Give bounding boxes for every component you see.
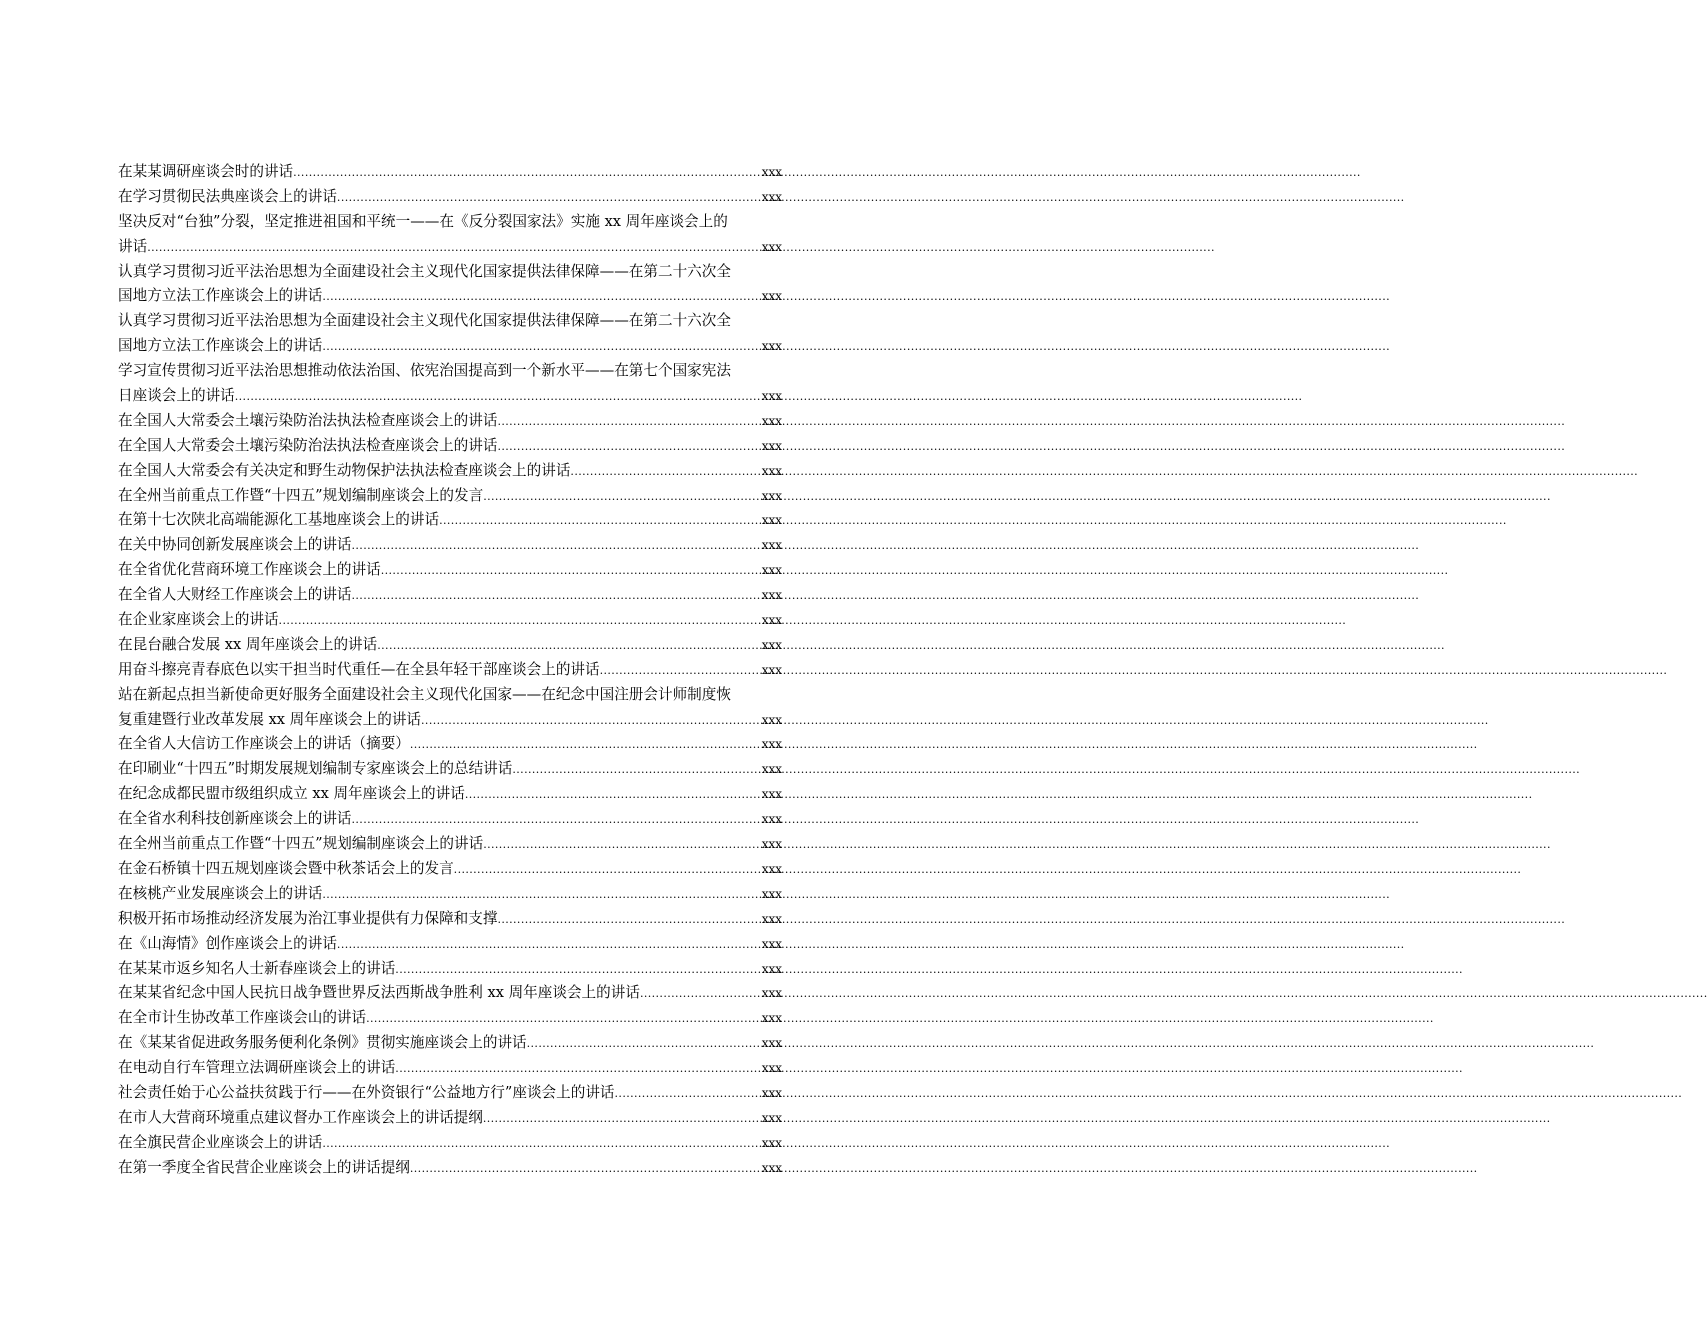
toc-entry-title: 在《山海情》创作座谈会上的讲话	[118, 934, 337, 952]
toc-entry-title: 在全旗民营企业座谈会上的讲话	[118, 1133, 323, 1151]
toc-entry-title: 在第十七次陕北高端能源化工基地座谈会上的讲话	[118, 511, 440, 529]
dot-leader	[640, 982, 761, 1007]
toc-entry[interactable]	[118, 907, 782, 932]
dot-leader	[483, 1107, 761, 1132]
toc-entry[interactable]	[118, 359, 782, 409]
toc-entry-title: 在第一季度全省民营企业座谈会上的讲话提纲	[118, 1158, 410, 1176]
toc-entry-title: 在某某调研座谈会时的讲话	[118, 163, 294, 180]
toc-entry[interactable]	[118, 160, 782, 185]
toc-entry[interactable]	[118, 210, 782, 260]
toc-entry[interactable]	[118, 683, 782, 733]
dot-leader	[483, 833, 761, 858]
toc-entry-page-number: xxx	[761, 662, 782, 677]
toc-entry-title: 在全国人大常委会土壤污染防治法执法检查座谈会上的讲话	[118, 411, 498, 429]
dot-leader	[337, 186, 761, 211]
toc-entry-title: 在企业家座谈会上的讲话	[118, 611, 279, 629]
toc-entry[interactable]	[118, 608, 782, 633]
dot-leader	[322, 335, 760, 360]
toc-entry[interactable]	[118, 309, 782, 359]
toc-entry-title: 用奋斗擦亮青春底色以实干担当时代重任—在全县年轻干部座谈会上的讲话	[118, 660, 600, 678]
toc-entry-title: 在全省人大信访工作座谈会上的讲话（摘要）	[118, 735, 410, 753]
toc-entry-title: 复重建暨行业改革发展 xx 周年座谈会上的讲话	[118, 710, 422, 728]
toc-entry-title: 讲话	[118, 237, 148, 255]
dot-leader	[615, 1082, 761, 1107]
toc-entry-page-number: xxx	[761, 165, 782, 179]
toc-entry-page-number: xxx	[761, 737, 782, 752]
toc-entry[interactable]	[118, 508, 782, 533]
toc-entry-page-number: xxx	[761, 861, 782, 876]
toc-entry-title: 日座谈会上的讲话	[118, 387, 235, 405]
toc-entry[interactable]	[118, 459, 782, 484]
toc-entry[interactable]	[118, 957, 782, 982]
toc-entry-title: 在纪念成都民盟市级组织成立 xx 周年座谈会上的讲话	[118, 785, 465, 803]
toc-entry-title: 在电动自行车管理立法调研座谈会上的讲话	[118, 1059, 396, 1077]
table-of-contents	[118, 160, 782, 1181]
toc-entry-title: 在金石桥镇十四五规划座谈会暨中秋茶话会上的发言	[118, 859, 454, 877]
toc-entry-page-number: xxx	[761, 438, 782, 453]
toc-entry-title: 在全国人大常委会有关决定和野生动物保护法执法检查座谈会上的讲话	[118, 461, 571, 479]
toc-entry[interactable]	[118, 732, 782, 757]
dot-leader	[322, 1132, 760, 1157]
toc-entry-title: 在全国人大常委会土壤污染防治法执法检查座谈会上的讲话	[118, 436, 498, 454]
dot-leader	[454, 858, 761, 883]
dot-leader	[570, 460, 760, 485]
toc-entry-page-number: xxx	[761, 637, 782, 652]
toc-entry-title: 在全州当前重点工作暨“十四五”规划编制座谈会上的讲话	[118, 835, 484, 853]
dot-leader	[322, 883, 760, 908]
toc-entry-page-number: xxx	[761, 1011, 782, 1026]
dot-leader	[527, 1032, 761, 1057]
toc-entry-page-number: xxx	[761, 812, 782, 827]
toc-entry[interactable]	[118, 1056, 782, 1081]
toc-entry-title: 在全省优化营商环境工作座谈会上的讲话	[118, 561, 381, 579]
toc-entry[interactable]	[118, 558, 782, 583]
dot-leader	[293, 161, 761, 186]
toc-entry[interactable]	[118, 583, 782, 608]
toc-entry-page-number: xxx	[761, 961, 782, 976]
toc-entry-title: 在某某市返乡知名人士新春座谈会上的讲话	[118, 959, 396, 977]
toc-entry-page-number: xxx	[761, 886, 782, 901]
toc-entry[interactable]	[118, 434, 782, 459]
toc-entry-title: 在市人大营商环境重点建议督办工作座谈会上的讲话提纲	[118, 1108, 483, 1126]
toc-entry-title: 在全省水利科技创新座谈会上的讲话	[118, 810, 352, 828]
dot-leader	[352, 534, 761, 559]
toc-entry-title: 在全州当前重点工作暨“十四五”规划编制座谈会上的发言	[118, 486, 484, 504]
dot-leader	[421, 709, 761, 734]
toc-entry-page-number: xxx	[761, 911, 782, 926]
toc-entry-title: 在关中协同创新发展座谈会上的讲话	[118, 536, 352, 554]
toc-entry[interactable]	[118, 409, 782, 434]
dot-leader	[497, 410, 760, 435]
toc-entry[interactable]	[118, 1031, 782, 1056]
toc-entry[interactable]	[118, 1081, 782, 1106]
toc-entry[interactable]	[118, 882, 782, 907]
toc-entry[interactable]	[118, 981, 782, 1006]
toc-entry-page-number: xxx	[761, 613, 782, 628]
dot-leader	[512, 758, 760, 783]
toc-entry-page-number: xxx	[761, 712, 782, 727]
toc-entry-page-number: xxx	[761, 389, 782, 404]
toc-entry[interactable]	[118, 1106, 782, 1131]
toc-entry-title: 国地方立法工作座谈会上的讲话	[118, 287, 323, 305]
toc-entry-title-line1: 学习宣传贯彻习近平法治思想推动依法治国、依宪治国提高到一个新水平——在第七个国家宪法	[118, 362, 731, 380]
toc-entry-page-number: xxx	[761, 837, 782, 852]
toc-entry-page-number: xxx	[761, 513, 782, 528]
toc-entry-title: 积极开拓市场推动经济发展为治江事业提供有力保障和支撑	[118, 909, 498, 927]
toc-entry-title: 在某某省纪念中国人民抗日战争暨世界反法西斯战争胜利 xx 周年座谈会上的讲话	[118, 984, 640, 1002]
dot-leader	[395, 1057, 760, 1082]
toc-entry[interactable]	[118, 260, 782, 310]
toc-entry-page-number: xxx	[761, 588, 782, 603]
toc-entry-title: 在昆台融合发展 xx 周年座谈会上的讲话	[118, 635, 378, 653]
dot-leader	[377, 634, 760, 659]
toc-entry-title: 国地方立法工作座谈会上的讲话	[118, 337, 323, 355]
toc-entry[interactable]	[118, 782, 782, 807]
toc-entry-page-number: xxx	[761, 463, 782, 478]
toc-entry-page-number: xxx	[761, 289, 782, 304]
toc-entry[interactable]	[118, 633, 782, 658]
toc-entry-page-number: xxx	[761, 787, 782, 802]
toc-entry-title: 在核桃产业发展座谈会上的讲话	[118, 884, 323, 902]
toc-entry[interactable]	[118, 932, 782, 957]
toc-entry[interactable]	[118, 1156, 782, 1181]
toc-entry-title: 在全市计生协改革工作座谈会山的讲话	[118, 1009, 367, 1027]
toc-entry[interactable]	[118, 484, 782, 509]
dot-leader	[337, 933, 761, 958]
toc-entry-page-number: xxx	[761, 189, 782, 204]
toc-entry-page-number: xxx	[761, 1110, 782, 1125]
dot-leader	[395, 958, 760, 983]
toc-entry-page-number: xxx	[761, 563, 782, 578]
toc-entry[interactable]	[118, 1131, 782, 1156]
toc-entry[interactable]	[118, 857, 782, 882]
toc-entry[interactable]	[118, 807, 782, 832]
toc-entry-page-number: xxx	[761, 1085, 782, 1100]
dot-leader	[366, 1007, 761, 1032]
dot-leader	[381, 559, 761, 584]
dot-leader	[600, 659, 761, 684]
dot-leader	[465, 783, 761, 808]
toc-entry-page-number: xxx	[761, 239, 782, 254]
toc-entry-title: 在《某某省促进政务服务便利化条例》贯彻实施座谈会上的讲话	[118, 1034, 527, 1052]
toc-entry-page-number: xxx	[761, 1061, 782, 1076]
toc-entry-title-line1: 认真学习贯彻习近平法治思想为全面建设社会主义现代化国家提供法律保障——在第二十六次全	[118, 262, 731, 280]
toc-entry-page-number: xxx	[761, 1036, 782, 1051]
dot-leader	[410, 733, 761, 758]
toc-entry-page-number: xxx	[761, 1135, 782, 1150]
toc-entry[interactable]	[118, 832, 782, 857]
dot-leader	[483, 485, 761, 510]
toc-entry[interactable]	[118, 1006, 782, 1031]
toc-entry-title-line1: 坚决反对“台独”分裂，坚定推进祖国和平统一——在《反分裂国家法》实施 xx 周年座谈会上的	[118, 212, 728, 230]
toc-entry-page-number: xxx	[761, 339, 782, 354]
dot-leader	[279, 609, 761, 634]
toc-entry-title: 社会责任始于心公益扶贫践于行——在外资银行“公益地方行”座谈会上的讲话	[118, 1083, 615, 1101]
toc-entry-page-number: xxx	[761, 538, 782, 553]
toc-entry-title: 在印刷业“十四五”时期发展规划编制专家座谈会上的总结讲话	[118, 760, 513, 778]
toc-entry-title: 在全省人大财经工作座谈会上的讲话	[118, 586, 352, 604]
toc-entry[interactable]	[118, 757, 782, 782]
toc-entry-page-number: xxx	[761, 986, 782, 1001]
toc-entry[interactable]	[118, 185, 782, 210]
toc-entry-title-line1: 认真学习贯彻习近平法治思想为全面建设社会主义现代化国家提供法律保障——在第二十六次全	[118, 312, 731, 330]
toc-entry-page-number: xxx	[761, 488, 782, 503]
toc-entry-page-number: xxx	[761, 413, 782, 428]
toc-entry-page-number: xxx	[761, 762, 782, 777]
toc-entry-title: 在学习贯彻民法典座谈会上的讲话	[118, 187, 337, 205]
dot-leader	[497, 435, 760, 460]
toc-entry[interactable]	[118, 533, 782, 558]
dot-leader	[322, 285, 760, 310]
toc-entry[interactable]	[118, 658, 782, 683]
dot-leader	[439, 509, 761, 534]
toc-entry-title-line1: 站在新起点担当新使命更好服务全面建设社会主义现代化国家——在纪念中国注册会计师制度恢	[118, 685, 731, 703]
toc-entry-page-number: xxx	[761, 936, 782, 951]
dot-leader	[147, 236, 760, 261]
dot-leader	[410, 1157, 761, 1182]
dot-leader	[352, 584, 761, 609]
dot-leader	[497, 908, 760, 933]
dot-leader	[352, 808, 761, 833]
dot-leader	[235, 385, 761, 410]
toc-entry-page-number: xxx	[761, 1160, 782, 1175]
